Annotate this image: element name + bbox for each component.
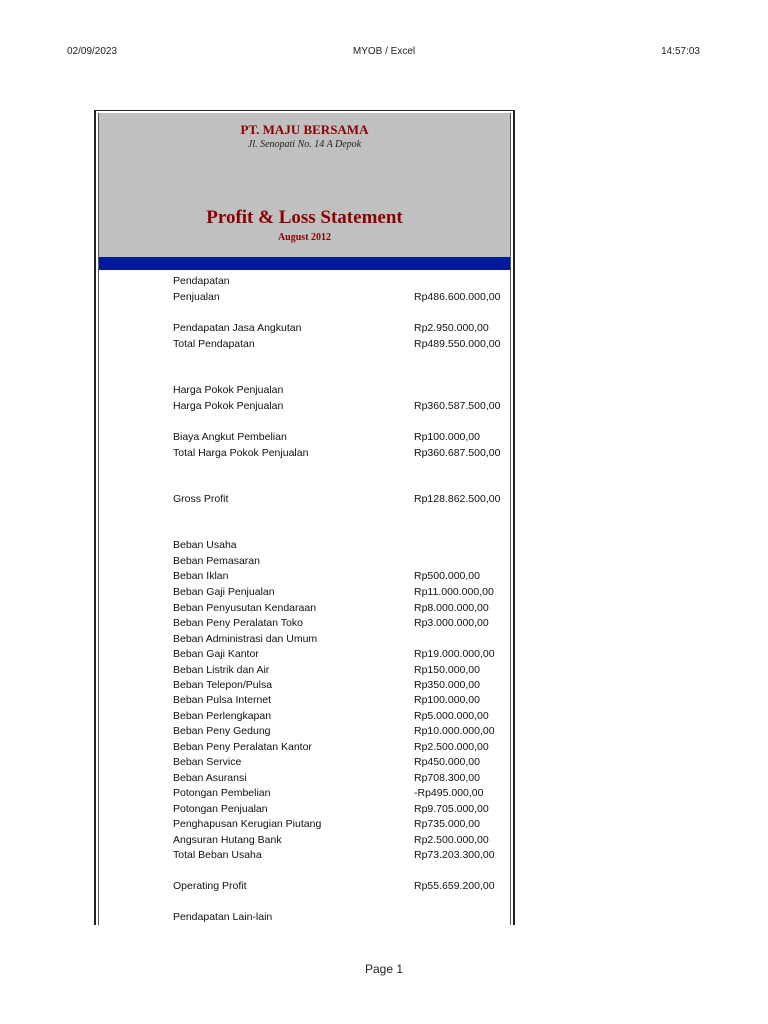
statement-line [99, 910, 510, 925]
statement-line [99, 802, 510, 817]
line-label: Angsuran Hutang Bank [173, 834, 282, 846]
page-number: Page 1 [364, 962, 404, 976]
line-label: Beban Peny Gedung [173, 725, 271, 737]
report-title-block [99, 113, 510, 257]
statement-line [99, 383, 510, 398]
statement-line [99, 833, 510, 848]
line-label: Beban Service [173, 756, 242, 768]
line-amount: Rp2.500.000,00 [414, 834, 489, 846]
line-amount: -Rp495.000,00 [414, 787, 484, 799]
line-amount: Rp360.687.500,00 [414, 447, 501, 459]
report-body [98, 113, 511, 925]
line-label: Beban Penyusutan Kendaraan [173, 602, 317, 614]
line-amount: Rp500.000,00 [414, 570, 480, 582]
header-divider-bar [99, 257, 510, 270]
statement-line [99, 337, 510, 352]
statement-line [99, 290, 510, 305]
line-amount: Rp73.203.300,00 [414, 849, 495, 861]
statement-line [99, 678, 510, 693]
report-title: Profit & Loss Statement [206, 207, 403, 228]
line-label: Total Beban Usaha [173, 849, 262, 861]
statement-line [99, 585, 510, 600]
statement-line [99, 430, 510, 445]
statement-line [99, 616, 510, 631]
line-label: Potongan Pembelian [173, 787, 271, 799]
line-label: Harga Pokok Penjualan [173, 400, 284, 412]
line-amount: Rp5.000.000,00 [414, 710, 489, 722]
statement-line [99, 647, 510, 662]
line-label: Beban Gaji Kantor [173, 648, 259, 660]
statement-line [99, 274, 510, 289]
line-label: Pendapatan [173, 275, 230, 287]
line-label: Beban Usaha [173, 539, 237, 551]
line-amount: Rp2.950.000,00 [414, 322, 489, 334]
line-amount: Rp8.000.000,00 [414, 602, 489, 614]
line-label: Total Pendapatan [173, 338, 255, 350]
statement-line [99, 709, 510, 724]
line-label: Beban Iklan [173, 570, 229, 582]
statement-line [99, 538, 510, 553]
line-label: Total Harga Pokok Penjualan [173, 447, 309, 459]
print-time: 14:57:03 [661, 46, 700, 57]
line-amount: Rp486.600.000,00 [414, 291, 501, 303]
line-amount: Rp100.000,00 [414, 694, 480, 706]
statement-line [99, 848, 510, 863]
statement-line [99, 601, 510, 616]
statement-line [99, 693, 510, 708]
statement-line [99, 740, 510, 755]
line-amount: Rp3.000.000,00 [414, 617, 489, 629]
line-label: Pendapatan Jasa Angkutan [173, 322, 302, 334]
line-label: Beban Asuransi [173, 772, 247, 784]
line-label: Beban Administrasi dan Umum [173, 633, 318, 645]
statement-line [99, 554, 510, 569]
line-amount: Rp2.500.000,00 [414, 741, 489, 753]
statement-line [99, 879, 510, 894]
line-amount: Rp19.000.000,00 [414, 648, 495, 660]
company-name: PT. MAJU BERSAMA [240, 122, 369, 137]
print-app-title: MYOB / Excel [352, 46, 416, 57]
statement-line [99, 755, 510, 770]
line-label: Beban Telepon/Pulsa [173, 679, 273, 691]
line-label: Beban Gaji Penjualan [173, 586, 275, 598]
line-label: Beban Pulsa Internet [173, 694, 272, 706]
report-frame [94, 110, 515, 925]
line-amount: Rp10.000.000,00 [414, 725, 495, 737]
line-amount: Rp11.000.000,00 [414, 586, 494, 598]
line-amount: Rp450.000,00 [414, 756, 480, 768]
line-label: Beban Peny Peralatan Kantor [173, 741, 312, 753]
line-label: Operating Profit [173, 880, 247, 892]
line-amount: Rp150.000,00 [414, 664, 480, 676]
line-amount: Rp708.300,00 [414, 772, 480, 784]
line-amount: Rp360.587.500,00 [414, 400, 501, 412]
line-label: Biaya Angkut Pembelian [173, 431, 287, 443]
line-label: Pendapatan Lain-lain [173, 911, 273, 923]
line-amount: Rp350.000,00 [414, 679, 480, 691]
line-label: Gross Profit [173, 493, 229, 505]
line-label: Harga Pokok Penjualan [173, 384, 284, 396]
line-label: Beban Perlengkapan [173, 710, 272, 722]
line-label: Penjualan [173, 291, 220, 303]
report-period: August 2012 [277, 232, 332, 243]
line-label: Beban Listrik dan Air [173, 664, 270, 676]
statement-line [99, 771, 510, 786]
statement-line [99, 817, 510, 832]
line-amount: Rp55.659.200,00 [414, 880, 495, 892]
statement-line [99, 724, 510, 739]
statement-line [99, 492, 510, 507]
statement-line [99, 321, 510, 336]
line-amount: Rp128.862.500,00 [414, 493, 501, 505]
line-amount: Rp489.550.000,00 [414, 338, 501, 350]
line-label: Beban Peny Peralatan Toko [173, 617, 303, 629]
line-amount: Rp735.000,00 [414, 818, 480, 830]
line-label: Penghapusan Kerugian Piutang [173, 818, 322, 830]
line-amount: Rp9.705.000,00 [414, 803, 489, 815]
statement-line [99, 663, 510, 678]
print-date: 02/09/2023 [67, 46, 118, 57]
statement-line [99, 446, 510, 461]
line-amount: Rp100.000,00 [414, 431, 480, 443]
company-address: Jl. Senopati No. 14 A Depok [247, 139, 362, 150]
line-label: Beban Pemasaran [173, 555, 260, 567]
line-label: Potongan Penjualan [173, 803, 268, 815]
statement-line [99, 632, 510, 647]
statement-line [99, 399, 510, 414]
statement-line [99, 569, 510, 584]
statement-line [99, 786, 510, 801]
